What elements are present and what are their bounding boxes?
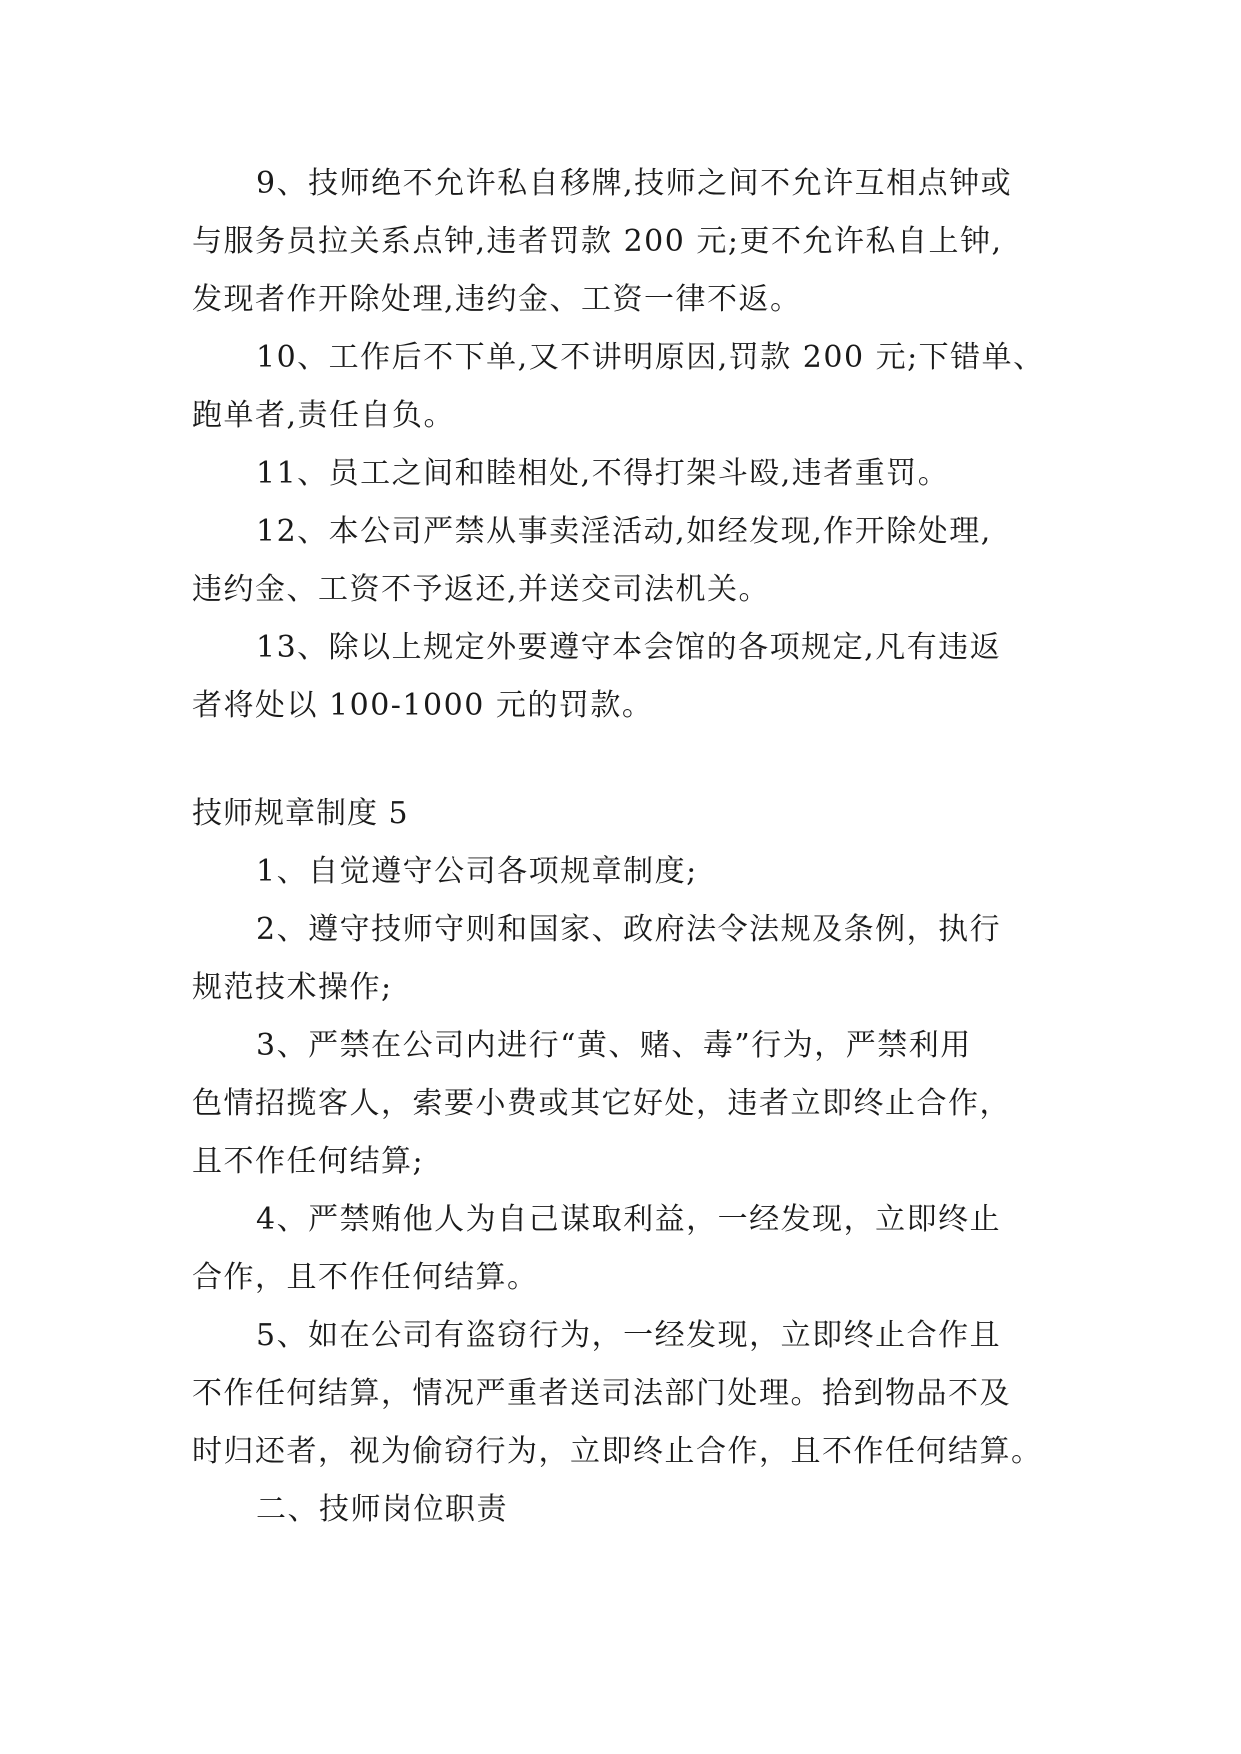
regulation-item-4 bbox=[192, 1191, 1072, 1307]
text-line: 9、技师绝不允许私自移牌,技师之间不允许互相点钟或 bbox=[256, 166, 1013, 201]
text-line: 者将处以 100-1000 元的罚款。 bbox=[192, 688, 654, 723]
rule-item-11 bbox=[192, 445, 1072, 503]
text-line: 不作任何结算，情况严重者送司法部门处理。拾到物品不及 bbox=[192, 1376, 1011, 1411]
text-line: 3、严禁在公司内进行“黄、赌、毒”行为，严禁利用 bbox=[256, 1028, 972, 1063]
text-line: 13、除以上规定外要遵守本会馆的各项规定,凡有违返 bbox=[256, 630, 1002, 665]
text-line: 规范技术操作; bbox=[192, 970, 393, 1005]
section-spacer bbox=[192, 735, 1072, 785]
text-line: 5、如在公司有盗窃行为，一经发现，立即终止合作且 bbox=[256, 1318, 1002, 1353]
rule-item-9 bbox=[192, 155, 1072, 329]
regulation-item-5 bbox=[192, 1307, 1072, 1481]
text-line: 发现者作开除处理,违约金、工资一律不返。 bbox=[192, 282, 802, 317]
text-line: 12、本公司严禁从事卖淫活动,如经发现,作开除处理, bbox=[256, 514, 992, 549]
text-line: 4、严禁贿他人为自己谋取利益，一经发现，立即终止 bbox=[256, 1202, 1002, 1237]
regulation-item-3 bbox=[192, 1017, 1072, 1191]
text-line: 时归还者，视为偷窃行为，立即终止合作，且不作任何结算。 bbox=[192, 1434, 1043, 1469]
text-line: 1、自觉遵守公司各项规章制度; bbox=[256, 854, 698, 889]
subsection-heading: 二、技师岗位职责 bbox=[256, 1492, 508, 1527]
text-line: 合作，且不作任何结算。 bbox=[192, 1260, 539, 1295]
rule-item-12 bbox=[192, 503, 1072, 619]
text-line: 跑单者,责任自负。 bbox=[192, 398, 456, 433]
text-line: 2、遵守技师守则和国家、政府法令法规及条例，执行 bbox=[256, 912, 1002, 947]
section-heading: 技师规章制度 5 bbox=[192, 796, 409, 831]
rule-item-10 bbox=[192, 329, 1072, 445]
text-line: 10、工作后不下单,又不讲明原因,罚款 200 元;下错单、 bbox=[256, 340, 1045, 375]
text-line: 且不作任何结算; bbox=[192, 1144, 425, 1179]
text-line: 色情招揽客人，索要小费或其它好处，违者立即终止合作， bbox=[192, 1086, 1011, 1121]
document-page bbox=[192, 155, 1072, 1539]
text-line: 违约金、工资不予返还,并送交司法机关。 bbox=[192, 572, 771, 607]
regulation-item-1 bbox=[192, 843, 1072, 901]
regulation-item-2 bbox=[192, 901, 1072, 1017]
rule-item-13 bbox=[192, 619, 1072, 735]
text-line: 与服务员拉关系点钟,违者罚款 200 元;更不允许私自上钟, bbox=[192, 224, 1003, 259]
text-line: 11、员工之间和睦相处,不得打架斗殴,违者重罚。 bbox=[256, 456, 950, 491]
